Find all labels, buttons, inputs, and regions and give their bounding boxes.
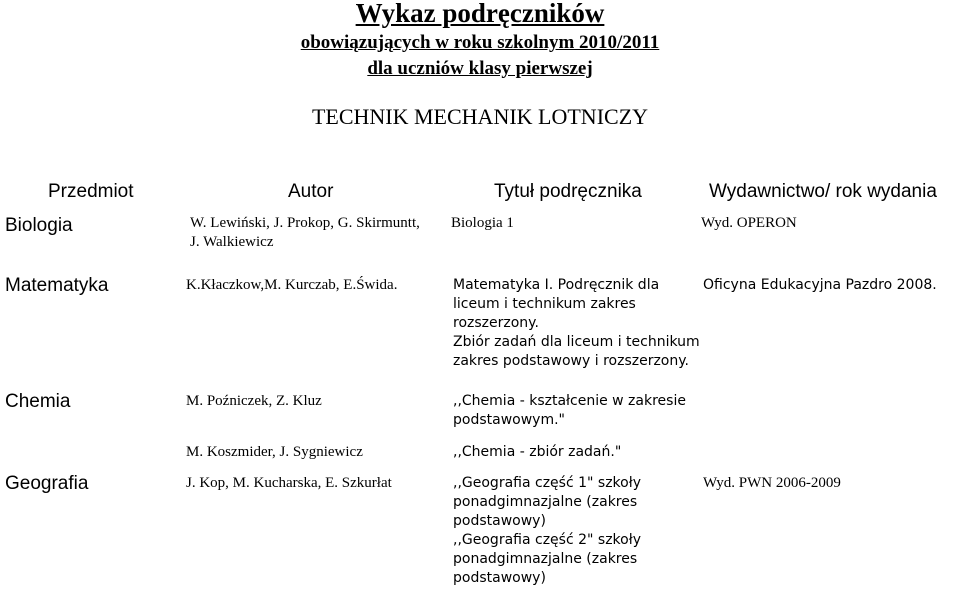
row-publisher-biologia: Wyd. OPERON	[701, 215, 797, 231]
document-subtitle-year: obowiązujących w roku szkolnym 2010/2011	[300, 32, 660, 53]
row-author-chemia-2: M. Koszmider, J. Sygniewicz	[186, 444, 363, 460]
title-line: ,,Chemia - kształcenie w zakresie	[453, 393, 686, 409]
row-title-matematyka	[453, 276, 700, 371]
title-line: podstawowy)	[453, 570, 546, 586]
author-line: M. Poźniczek, Z. Kluz	[186, 393, 322, 409]
row-author-chemia	[186, 392, 322, 411]
row-title-chemia	[453, 392, 686, 430]
row-title-geografia	[453, 474, 641, 588]
title-line: liceum i technikum zakres	[453, 296, 636, 312]
row-subject-biologia: Biologia	[5, 215, 73, 236]
column-header-title: Tytuł podręcznika	[494, 181, 642, 202]
document-title: Wykaz podręczników	[355, 0, 605, 28]
row-title-chemia-2: ,,Chemia - zbiór zadań."	[453, 444, 622, 460]
author-line: K.Kłaczkow,M. Kurczab, E.Świda.	[186, 277, 398, 293]
title-line: Matematyka I. Podręcznik dla	[453, 277, 660, 293]
title-line: ponadgimnazjalne (zakres	[453, 551, 638, 567]
row-publisher-matematyka: Oficyna Edukacyjna Pazdro 2008.	[703, 277, 937, 293]
row-author-geografia	[186, 474, 392, 493]
row-publisher-geografia: Wyd. PWN 2006-2009	[703, 475, 841, 491]
profession-heading: TECHNIK MECHANIK LOTNICZY	[311, 104, 649, 129]
author-line: J. Kop, M. Kucharska, E. Szkurłat	[186, 475, 392, 491]
row-author-matematyka	[186, 276, 397, 295]
row-author-biologia	[190, 214, 420, 252]
title-line: zakres podstawowy i rozszerzony.	[453, 353, 689, 369]
author-line: W. Lewiński, J. Prokop, G. Skirmuntt,	[190, 215, 420, 231]
column-header-subject: Przedmiot	[48, 181, 134, 202]
column-header-publisher: Wydawnictwo/ rok wydania	[709, 181, 937, 202]
title-line: podstawowym."	[453, 412, 565, 428]
title-line: Biologia 1	[451, 215, 514, 231]
row-subject-geografia: Geografia	[5, 473, 89, 494]
row-title-biologia	[451, 214, 514, 233]
row-subject-chemia: Chemia	[5, 391, 71, 412]
title-line: ,,Geografia część 1" szkoły	[453, 475, 641, 491]
author-line: J. Walkiewicz	[190, 234, 274, 250]
column-header-author: Autor	[288, 181, 334, 202]
title-line: podstawowy)	[453, 513, 546, 529]
document-subtitle-class: dla uczniów klasy pierwszej	[367, 58, 593, 79]
row-subject-matematyka: Matematyka	[5, 275, 109, 296]
title-line: ponadgimnazjalne (zakres	[453, 494, 638, 510]
title-line: Zbiór zadań dla liceum i technikum	[453, 334, 700, 350]
title-line: ,,Geografia część 2" szkoły	[453, 532, 641, 548]
title-line: rozszerzony.	[453, 315, 539, 331]
